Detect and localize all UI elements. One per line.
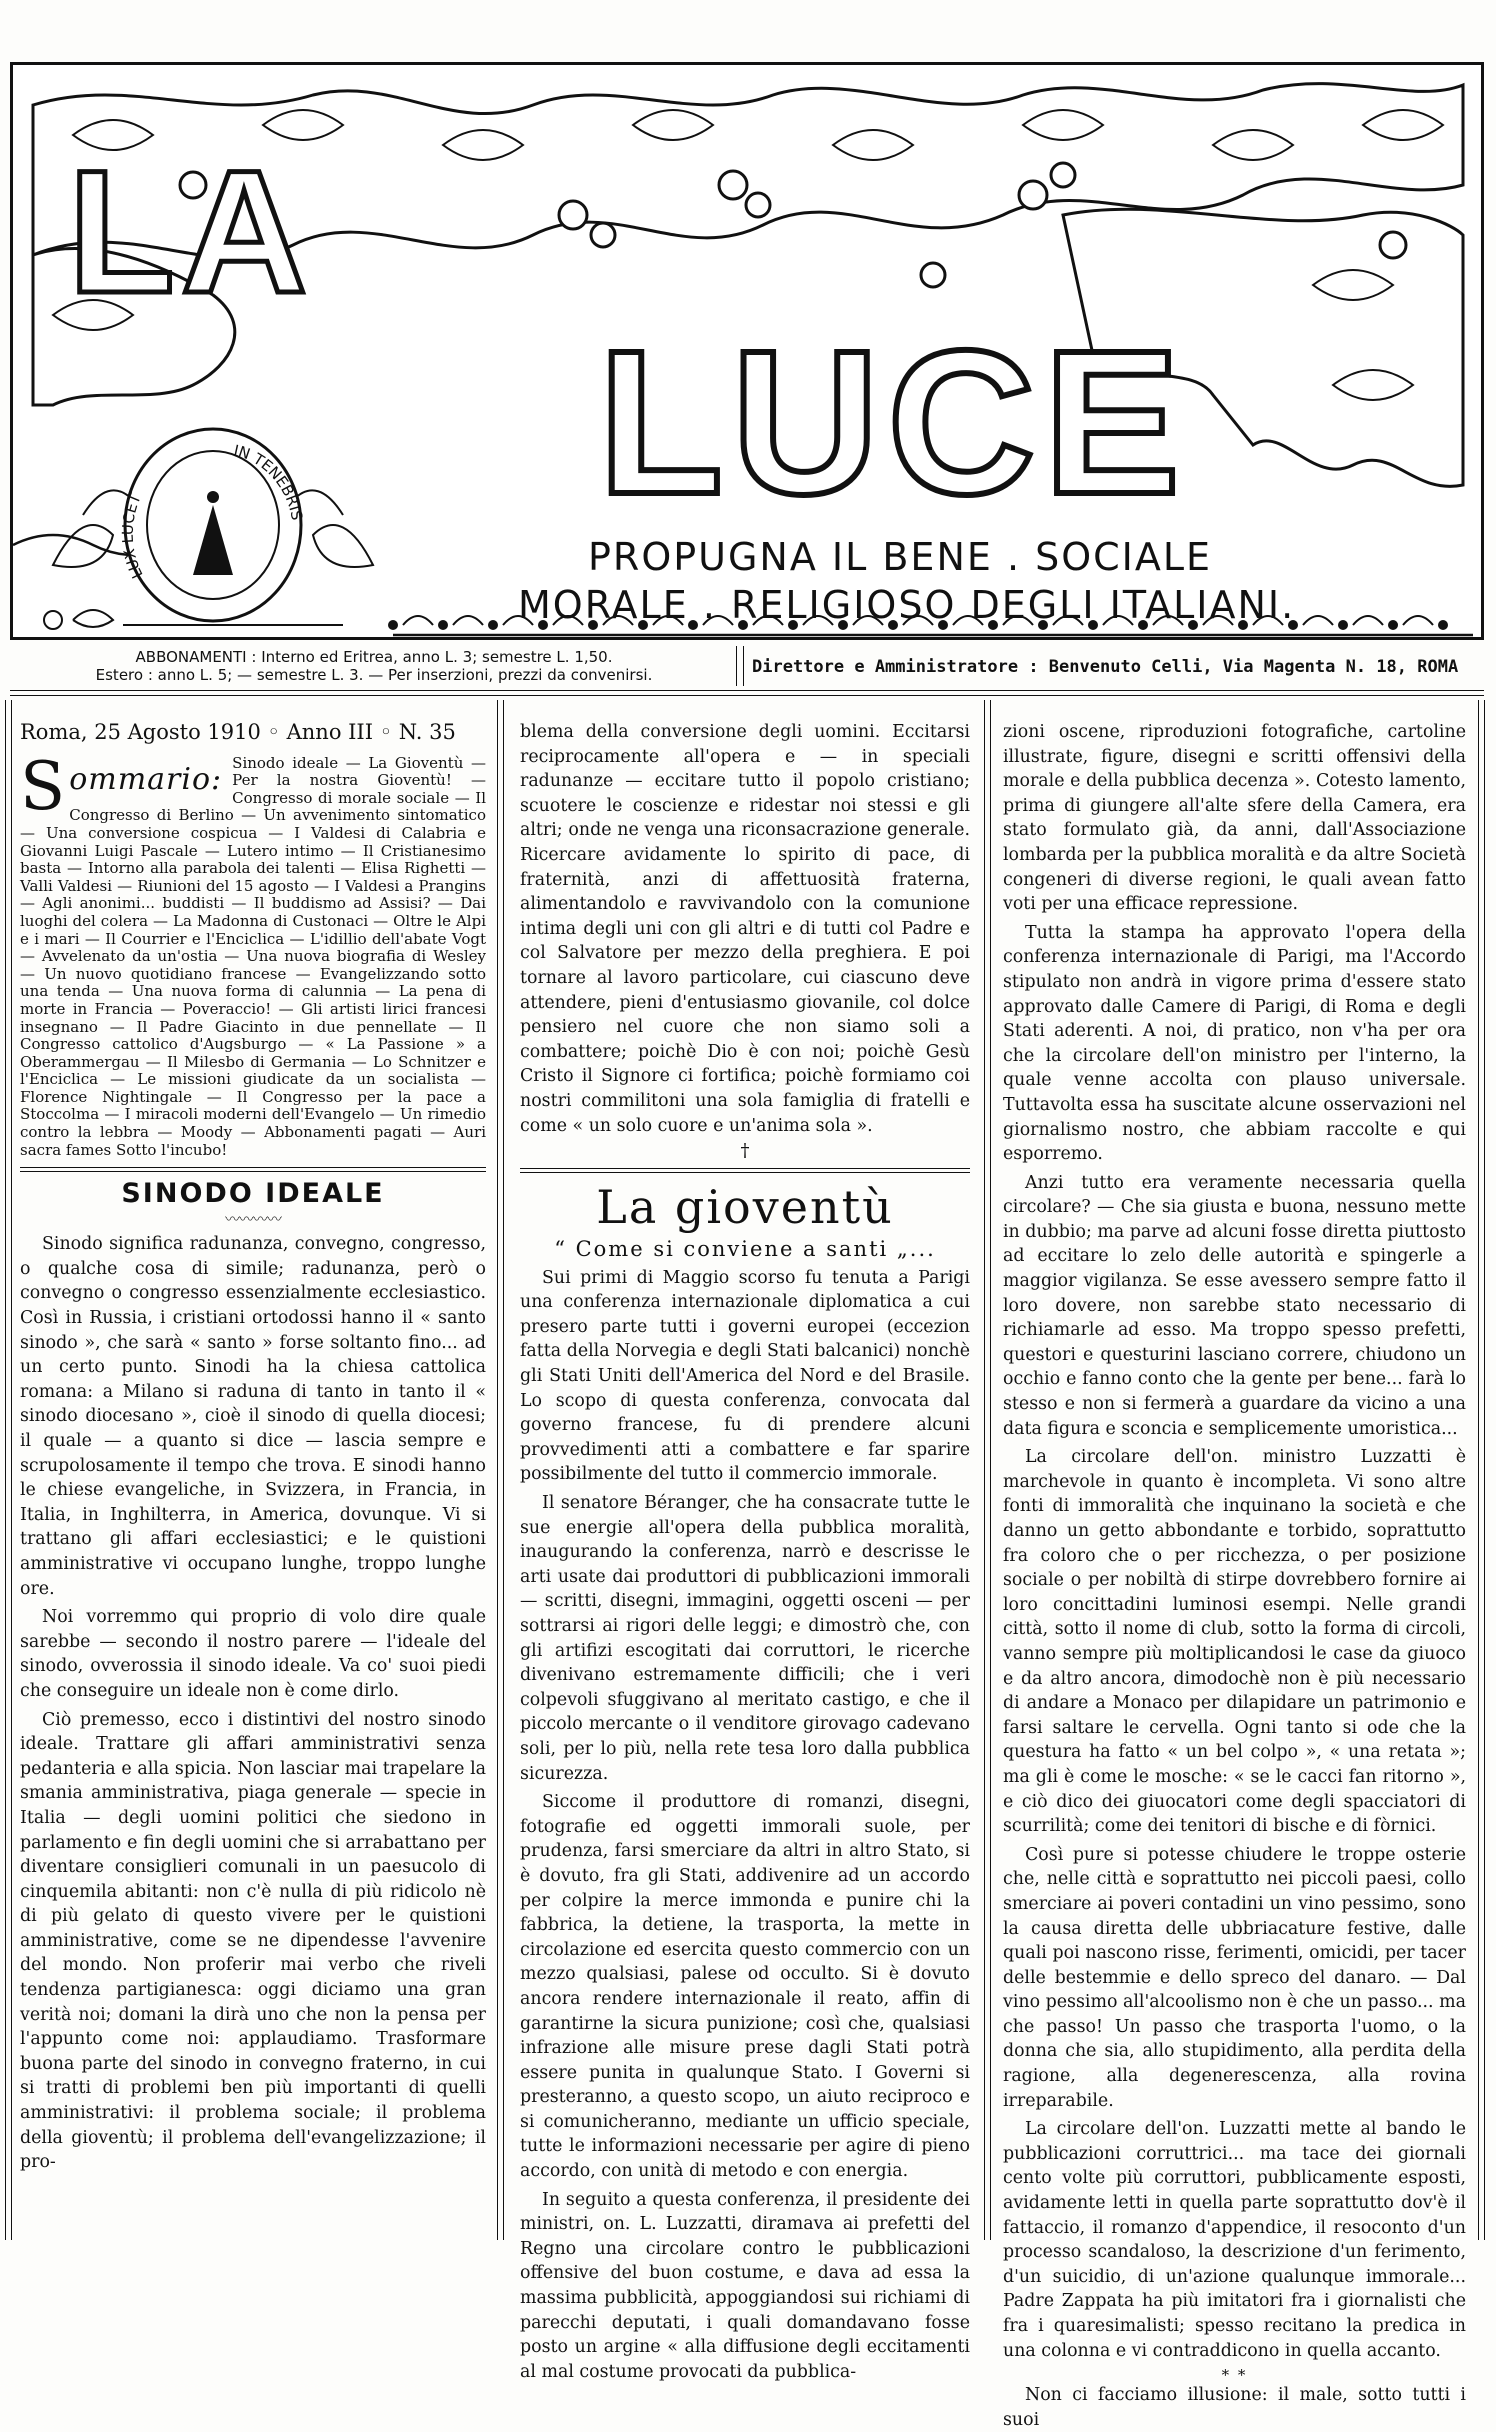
gioventu-paragraph-1: Sui primi di Maggio scorso fu tenuta a Parigi una conferenza internazionale diplomatica a cui presero parte tutti i governi europei (eccezion fatta della Norvegia e degli Stati balcanici) nonchè gli Stati Uniti dell'America del Nord e del Brasile. Lo scopo di questa conferenza, convocata dal governo francese, fu di prendere alcuni provvedimenti atti a combattere e far sparire possibilmente del tutto il commercio immorale.: [520, 1267, 970, 1485]
masthead-title-la: LA: [68, 135, 314, 330]
sommario-drop-cap: S: [20, 747, 66, 825]
column-2: [520, 720, 970, 2382]
sinodo-paragraph-1: Sinodo significa radunanza, convegno, congresso, o qualche cosa di simile; radunanza, però o convegno o congresso essenzialmente ecclesiastico. Così in Russia, i cristiani ortodossi hanno il « santo sinodo », che sarà « santo » forse soltanto fino... ad un certo punto. Sinodi ha la chiesa cattolica romana: a Milano si raduna di tanto in tanto il « sinodo diocesano », cioè il sinodo di quella diocesi; il quale — a quanto si dice — lascia sempre e scrupolosamente il tempo che trova. E sinodi hanno le chiese evangeliche, in Svizzera, in Francia, in Italia, in Inghilterra, in America, dovunque. Vi si trattano gli affari ecclesiastici; e le quistioni amministrative vi occupano lunghe, troppo lunghe ore.: [20, 1234, 486, 1599]
gioventu-paragraph-4: In seguito a questa conferenza, il presidente dei ministri, on. L. Luzzatti, diramava ai prefetti del Regno una circolare contro le pubblicazioni offensive del buon costume, e dava ad essa la massima pubblicità, appoggiandosi sui richiami di parecchi deputati, i quali domandavano fosse posto un argine « alla diffusione degli eccitamenti al mal costume provocati da pubblica-: [520, 2189, 970, 2382]
subscription-info: [14, 648, 734, 684]
masthead-tagline-2: MORALE . RELIGIOSO DEGLI ITALIANI.: [518, 583, 1296, 627]
seal-emblem: [43, 425, 383, 625]
sinodo-continuation: blema della conversione degli uomini. Eccitarsi reciprocamente all'opera e — in speciali radunanze — eccitare tutto il popolo cristiano; scuotere le coscienze e ridestar noi stessi e gli altri; onde ne venga una riconsacrazione generale. Ricercare avidamente lo spirito di pace, di fraternità, anzi di affettuosità fraterna, alimentandolo e ravvivandolo con la comunione intima degli uni con gli altri e di tutti col Padre e col Salvatore per mezzo della preghiera. E poi tornare al lavoro particolare, cui ciascuno deve attendere, pieni d'entusiasmo giovanile, col dolce pensiero nel cuore che non siamo soli a combattere; poichè Dio è con noi; poichè Gesù Cristo il Signore ci fortifica; poichè formiamo coi nostri commilitoni una sola famiglia di fratelli e come « un solo cuore e un'anima sola ».: [520, 722, 970, 1136]
section-asterisks: * *: [1221, 2366, 1248, 2385]
dateline: Roma, 25 Agosto 1910 ◦ Anno III ◦ N. 35: [20, 720, 456, 744]
end-mark: †: [740, 1140, 750, 1162]
sinodo-paragraph-2: Noi vorremmo qui proprio di volo dire quale sarebbe — secondo il nostro parere — l'ideale del sinodo, ovverossia il sinodo ideale. Va co' suoi piedi che conseguire un ideale non è come dirlo.: [20, 1607, 486, 1701]
col3-paragraph-4: La circolare dell'on. ministro Luzzatti è marchevole in quanto è incompleta. Vi sono altre fonti di immoralità che inquinano la società e che danno un getto abbondante e torbido, soprattutto fra coloro che o per ricchezza, o per posizione sociale o per nobiltà di stirpe dovrebbero fornire ai loro concittadini luminosi esempi. Nelle grandi città, sotto il nome di club, sotto la forma di circoli, vanno sempre più moltiplicandosi le case da giuoco e da altro ancora, dimodochè non è più necessario di andare a Monaco per dilapidare un patrimonio e farsi saltare le cervella. Ogni tanto si ode che la questura ha fatto « un bel colpo », « una retata »; ma gli è come le mosche: « se le cacci fan ritorno », e ciò dico dei giuocatori come degli spacciatori di scurrilità; come dei tenitori di bische e di fòrnici.: [1003, 1447, 1466, 1837]
masthead: [10, 62, 1484, 640]
gioventu-continuation: zioni oscene, riproduzioni fotografiche, cartoline illustrate, figure, disegni e scritti offensivi della morale e della pubblica decenza ». Cotesto lamento, prima di giungere all'alte sfere della Camera, era stato formulato già, da anni, dall'Associazione lombarda per la pubblica moralità e da altre Società congeneri di diverse regioni, le quali avean fatto voti per una efficace repressione.: [1003, 722, 1466, 915]
sinodo-title: SINODO IDEALE: [121, 1178, 385, 1210]
subscription-line-1: ABBONAMENTI : Interno ed Eritrea, anno L. 3; semestre L. 1,50.: [135, 648, 613, 666]
column-3: [1003, 720, 1466, 2430]
section-rule: [520, 1168, 970, 1173]
sommario-text: Sinodo ideale — La Gioventù — Per la nostra Gioventù! — Congresso di morale sociale — Il Congresso di Berlino — Un avvenimento sintomatico — Una conversione cospicua — I Valdesi di Calabria e Giovanni Luigi Pascale — Lutero intimo — Il Cristianesimo basta — Intorno alla parabola dei talenti — Elisa Righetti — Valli Valdesi — Riunioni del 15 agosto — I Valdesi a Prangins — Agli anonimi... buddisti — Il buddismo ad Assisi? — Dai luoghi del colera — La Madonna di Custonaci — Oltre le Alpi e i mari — Il Courrier e l'Enciclica — L'idillio dell'abate Vogt — Avvelenato da un'ostia — Una nuova biografia di Wesley — Un nuovo quotidiano francese — Evangelizzando sotto una tenda — Una nuova forma di calunnia — La pena di morte in Francia — Poveraccio! — Gli artisti lirici francesi insegnano — Il Padre Giacinto in due pennellate — Il Congresso cattolico d'Augsburgo — « La Passione » a Oberammergau — Il Milesbo di Germania — Lo Schnitzer e l'Enciclica — Le missioni giudicate da un socialista — Florence Nightingale — Il Congresso per la pace a Stoccolma — I miracoli moderni dell'Evangelo — Un rimedio contro la lebbra — Moody — Abbonamenti pagati — Auri sacra fames Sotto l'incubo!: [20, 753, 486, 1159]
subscription-line-2: Estero : anno L. 5; — semestre L. 3. — Per inserzioni, prezzi da convenirsi.: [95, 666, 653, 684]
col3-paragraph-2: Tutta la stampa ha approvato l'opera della conferenza internazionale di Parigi, ma l'Accordo stipulato non andrà in vigore prima d'essere stato approvato dalle Camere di Parigi, di Roma e degli Stati aderenti. A noi, di pratico, non v'ha per ora che la circolare dell'on ministro per l'interno, la quale venne accolta con plauso universale. Tuttavolta essa ha suscitate alcune osservazioni nel giornalismo nostro, che abbiam raccolte e qui esporremo.: [1003, 922, 1466, 1165]
section-rule: [20, 1167, 486, 1172]
sinodo-paragraph-3: Ciò premesso, ecco i distintivi del nostro sinodo ideale. Trattare gli affari amministrativi senza pedanteria e alla spicia. Non lasciar mai trapelare la smania amministrativa, piaga generale — specie in Italia — degli uomini politici che siedono in parlamento e fin degli uomini che si arrabattano per diventare consiglieri comunali in un paesucolo di cinquemila abitanti: non c'è nulla di più ridicolo nè di più gelato di questo vivere per le quistioni amministrative, come se ne dipendesse l'avvenire del mondo. Non proferir mai verbo che riveli tendenza partigianesca: oggi diciamo una gran verità noi; domani la dirà uno che non la pensa per l'appunto come noi: applaudiamo. Trasformare buona parte del sinodo in convegno fraterno, in cui si tratti di problemi ben più importanti di quelli amministrativi: il problema sociale; il problema della gioventù; il problema dell'evangelizzazione; il pro-: [20, 1709, 486, 2173]
column-rule-1: [497, 700, 504, 2240]
director-line: Direttore e Amministratore : Benvenuto Celli, Via Magenta N. 18, ROMA: [752, 657, 1459, 677]
col3-last-paragraph: Non ci facciamo illusione: il male, sotto tutti i suoi: [1003, 2385, 1466, 2430]
gioventu-title: La gioventù: [596, 1180, 894, 1235]
page-edge-right: [1478, 700, 1485, 2240]
masthead-title-luce: LUCE: [598, 308, 1189, 537]
sommario-heading: ommario:: [69, 761, 223, 797]
column-rule-2: [984, 700, 991, 2240]
col3-paragraph-5: Così pure si potesse chiudere le troppe osterie che, nelle città e soprattutto nei piccoli paesi, collo smerciare ai poveri contadini un vino pessimo, sono la causa diretta delle ubbriacature festive, dalle quali poi nascono risse, ferimenti, omicidi, per tacer delle bestemmie e dello spreco del danaro. — Dal vino pessimo all'alcoolismo non è che un passo... ma che passo! Un passo che trasporta l'uomo, o la donna che sia, allo stupidimento, alla perdita della ragione, alla degenerescenza, alla rovina irreparabile.: [1003, 1844, 1466, 2111]
col3-paragraph-3: Anzi tutto era veramente necessaria quella circolare? — Che sia giusta e buona, nessuno mette in dubbio; ma parve ad alcuni fosse diretta piuttosto ad eccitare lo zelo delle autorità e spingerle a maggior vigilanza. Se esse avessero sempre fatto il loro dovere, non sarebbe stato necessario di richiamarle ad esso. Ma troppo spesso prefetti, questori e questurini lasciano correre, chiudono un occhio e fanno conto che la gente per bene... farà lo stesso e non si fermerà a guardare da vicino a una data figura e sconcia e semplicemente umoristica...: [1003, 1172, 1466, 1439]
gioventu-paragraph-2: Il senatore Béranger, che ha consacrate tutte le sue energie all'opera della pubblica moralità, inaugurando la conferenza, narrò e descrisse le arti usate dai produttori di pubblicazioni immorali — scritti, disegni, immagini, oggetti osceni — per sottrarsi ai rigori delle leggi; e dimostrò che, con gli artifizi escogitati dai corruttori, le ricerche divenivano estremamente difficili; che i veri colpevoli sfuggivano al meritato castigo, e che il piccolo mercante o il venditore girovago cadevano soli, per lo più, nella rete tesa loro dalla pubblica sicurezza.: [520, 1493, 970, 1784]
page-edge-left: [5, 700, 12, 2240]
subscription-divider: [736, 646, 744, 686]
gioventu-paragraph-3: Siccome il produttore di romanzi, disegni, fotografie ed oggetti immorali suole, per prudenza, farsi smerciare da altri in altro Stato, si è dovuto, fra gli Stati, addivenire ad un accordo per colpire la merce immonda e punire chi la fabbrica, la detiene, la trasporta, la mette in circolazione ed esercita questo commercio con un mezzo qualsiasi, palese od occulto. Si è dovuto ancora rendere internazionale il reato, affin di garantirne la sicura punizione; così che, qualsiasi infrazione alle misure prese dagli Stati potrà essere punita in qualunque Stato. I Governi si presteranno, a questo scopo, un aiuto reciproco e si comunicheranno, mediante un ufficio speciale, tutte le informazioni necessarie per agire di pieno accordo, con unità di metodo e con energia.: [520, 1792, 970, 2182]
column-1: [20, 720, 486, 2230]
seal-text-in-tenebris: IN TENEBRIS: [232, 441, 307, 522]
top-rule: [10, 690, 1484, 696]
sommario: [20, 747, 486, 1160]
masthead-tagline-1: PROPUGNA IL BENE . SOCIALE: [588, 535, 1213, 579]
title-flourish: 〰〰〰〰: [224, 1210, 281, 1229]
seal-text-lux-lucet: LUX LUCET: [118, 491, 147, 582]
gioventu-subtitle: “ Come si conviene a santi „...: [554, 1237, 936, 1262]
col3-paragraph-6: La circolare dell'on. Luzzatti mette al bando le pubblicazioni corruttrici... ma tace dei giornali cento volte più corruttori, pubblicamente esposti, avidamente letti in quella parte soprattutto dov'è il fattaccio, il romanzo d'appendice, il resoconto d'un processo scandaloso, la descrizione d'un ferimento, d'un suicidio, di un'azione qualunque immorale... Padre Zappata ha più imitatori fra i giornalisti che fra i quaresimalisti; spesso recitano la predica in una colonna e vi contraddicono in quella accanto.: [1003, 2119, 1466, 2361]
